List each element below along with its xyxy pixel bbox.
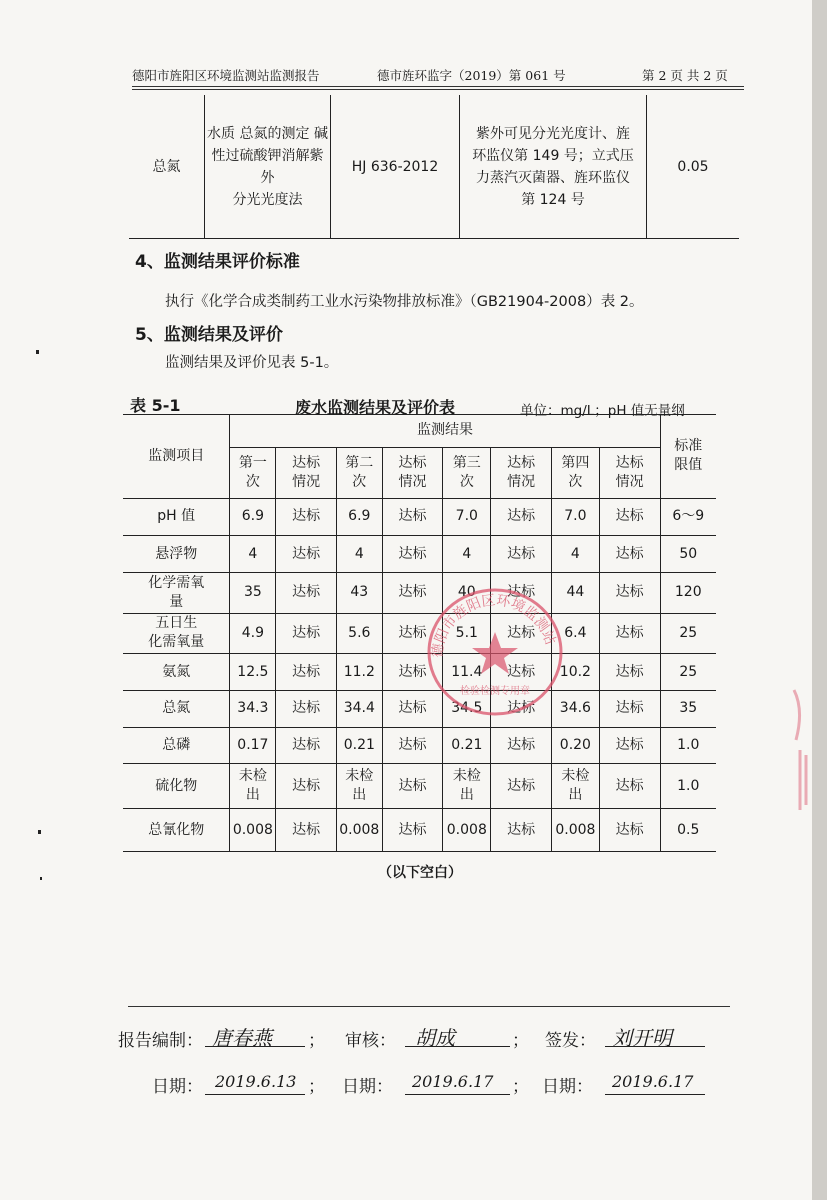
instrument-line: 第 124 号 <box>521 191 585 208</box>
sep: ； <box>512 1077 529 1097</box>
result-cell <box>443 727 491 764</box>
result-line: 达标 <box>615 821 644 838</box>
result-cell <box>382 498 443 536</box>
result-cell <box>599 764 660 809</box>
blank-note: （以下空白） <box>378 865 462 881</box>
row-item-line: 化需氧量 <box>148 634 205 651</box>
row-item <box>123 536 230 573</box>
result-line: 达标 <box>507 624 536 641</box>
result-line: 达标 <box>507 545 536 562</box>
subhead-line: 达标 <box>398 454 427 471</box>
result-cell <box>336 764 382 809</box>
result-line: 40 <box>457 584 476 601</box>
review-label: 审核： <box>345 1031 396 1051</box>
result-cell <box>230 764 276 809</box>
method-item: 总氮 <box>129 95 205 239</box>
result-line: 达标 <box>507 508 536 525</box>
result-line: 达标 <box>615 737 644 754</box>
result-line: 达标 <box>398 545 427 562</box>
result-line: 出 <box>245 787 260 804</box>
method-line: 水质 总氮的测定 碱 <box>207 125 328 142</box>
table-title: 废水监测结果及评价表 <box>295 398 456 417</box>
result-cell <box>230 654 276 691</box>
section-5-text: 监测结果及评价见表 5-1。 <box>165 355 339 371</box>
row-item <box>123 498 230 536</box>
subhead-line: 第四 <box>561 454 590 471</box>
subhead-line: 达标 <box>507 454 536 471</box>
result-cell <box>336 654 382 691</box>
row-item-line: pH 值 <box>157 508 196 525</box>
subhead-cell <box>443 447 491 498</box>
result-line: 达标 <box>615 508 644 525</box>
result-cell <box>276 613 337 654</box>
method-limit: 0.05 <box>647 95 740 239</box>
row-item-line: 五日生 <box>155 615 198 632</box>
subhead-cell <box>382 447 443 498</box>
result-line: 34.3 <box>237 700 269 717</box>
result-line: 达标 <box>292 508 321 525</box>
header-page: 第 2 页 共 2 页 <box>642 68 728 83</box>
result-cell <box>276 572 337 613</box>
result-cell <box>230 498 276 536</box>
result-line: 7.0 <box>564 508 587 525</box>
result-cell <box>336 498 382 536</box>
subhead-line: 次 <box>459 473 474 490</box>
subhead-line: 第三 <box>452 454 481 471</box>
result-cell <box>443 809 491 852</box>
result-line: 出 <box>352 787 367 804</box>
result-line: 43 <box>350 584 369 601</box>
result-line: 0.008 <box>446 821 487 838</box>
date-label-3: 日期： <box>542 1077 593 1097</box>
table-row <box>123 727 716 764</box>
result-cell <box>551 498 599 536</box>
result-line: 达标 <box>398 663 427 680</box>
result-cell <box>382 727 443 764</box>
subhead-cell <box>599 447 660 498</box>
result-line: 达标 <box>615 624 644 641</box>
compiled-label: 报告编制： <box>118 1031 203 1051</box>
result-line: 达标 <box>615 700 644 717</box>
sep: ； <box>308 1031 325 1051</box>
subhead-line: 达标 <box>292 454 321 471</box>
head-limit-line: 限值 <box>674 457 703 474</box>
result-cell <box>276 727 337 764</box>
row-limit: 1.0 <box>660 764 716 809</box>
date-underline-2 <box>405 1094 510 1095</box>
subhead-line: 情况 <box>398 473 427 490</box>
header-rule <box>132 86 744 87</box>
result-line: 5.1 <box>455 624 478 641</box>
subhead-cell <box>551 447 599 498</box>
result-line: 12.5 <box>237 663 269 680</box>
subhead-cell <box>336 447 382 498</box>
result-line: 34.5 <box>451 700 483 717</box>
result-cell <box>336 727 382 764</box>
row-item-line: 硫化物 <box>155 777 198 794</box>
result-cell <box>551 536 599 573</box>
row-limit: 35 <box>660 691 716 728</box>
result-line: 达标 <box>292 584 321 601</box>
result-cell <box>599 809 660 852</box>
row-item <box>123 572 230 613</box>
result-cell <box>599 536 660 573</box>
result-cell <box>443 498 491 536</box>
result-line: 34.6 <box>559 700 591 717</box>
method-line: 性过硫酸钾消解紫外 <box>211 147 324 186</box>
result-line: 达标 <box>292 624 321 641</box>
result-cell <box>336 809 382 852</box>
result-line: 达标 <box>292 737 321 754</box>
row-item-line: 总磷 <box>162 737 191 754</box>
result-line: 11.4 <box>451 663 483 680</box>
head-results: 监测结果 <box>230 415 660 448</box>
result-cell <box>599 498 660 536</box>
result-line: 达标 <box>398 624 427 641</box>
result-line: 0.008 <box>232 821 273 838</box>
result-line: 5.6 <box>348 624 371 641</box>
head-limit-line: 标准 <box>674 438 703 455</box>
result-line: 达标 <box>292 700 321 717</box>
result-line: 4 <box>462 545 472 562</box>
subhead-line: 情况 <box>615 473 644 490</box>
row-item <box>123 691 230 728</box>
table-caption: 表 5-1 <box>130 396 181 415</box>
row-limit: 1.0 <box>660 727 716 764</box>
instrument-line: 力蒸汽灭菌器、旌环监仪 <box>476 169 630 186</box>
result-line: 达标 <box>292 663 321 680</box>
result-line: 0.008 <box>555 821 596 838</box>
result-line: 达标 <box>292 545 321 562</box>
result-line: 达标 <box>507 821 536 838</box>
method-line: 分光光度法 <box>232 191 303 208</box>
result-line: 出 <box>459 787 474 804</box>
result-cell <box>382 809 443 852</box>
result-cell <box>599 572 660 613</box>
table-row <box>123 809 716 852</box>
subhead-line: 情况 <box>507 473 536 490</box>
review-underline <box>405 1046 510 1047</box>
row-item-line: 量 <box>169 593 184 610</box>
section-4-text: 执行《化学合成类制药工业水污染物排放标准》（GB21904-2008）表 2。 <box>165 294 644 310</box>
result-line: 达标 <box>292 777 321 794</box>
date-underline-3 <box>605 1094 705 1095</box>
result-cell <box>599 691 660 728</box>
result-line: 达标 <box>398 777 427 794</box>
table-header-row <box>123 415 716 448</box>
row-item-line: 化学需氧 <box>148 574 205 591</box>
result-cell <box>276 536 337 573</box>
sep: ； <box>308 1077 325 1097</box>
method-standard: HJ 636-2012 <box>331 95 460 239</box>
result-line: 44 <box>566 584 585 601</box>
result-line: 未检 <box>345 768 374 785</box>
result-line: 达标 <box>615 777 644 794</box>
official-seal <box>420 580 570 720</box>
table-row <box>123 498 716 536</box>
result-cell <box>491 764 552 809</box>
compiled-underline <box>205 1046 305 1047</box>
row-limit: 6～9 <box>660 498 716 536</box>
result-line: 达标 <box>398 508 427 525</box>
date-label-1: 日期： <box>152 1077 203 1097</box>
result-cell <box>382 536 443 573</box>
instrument-line: 环监仪第 149 号；立式压 <box>472 147 634 164</box>
result-line: 4 <box>248 545 258 562</box>
result-line: 7.0 <box>455 508 478 525</box>
head-limit <box>660 415 716 499</box>
result-line: 出 <box>568 787 583 804</box>
row-limit: 50 <box>660 536 716 573</box>
result-line: 0.008 <box>339 821 380 838</box>
result-line: 达标 <box>507 584 536 601</box>
date-label-2: 日期： <box>342 1077 393 1097</box>
result-cell <box>336 691 382 728</box>
result-cell <box>276 809 337 852</box>
result-line: 0.20 <box>559 737 591 754</box>
result-line: 34.4 <box>343 700 375 717</box>
instrument-line: 紫外可见分光光度计、旌 <box>476 125 630 142</box>
scan-edge <box>812 0 827 1200</box>
result-cell <box>230 613 276 654</box>
result-cell <box>336 613 382 654</box>
row-item <box>123 809 230 852</box>
header-org: 德阳市旌阳区环境监测站监测报告 <box>132 68 320 83</box>
result-line: 达标 <box>507 737 536 754</box>
result-line: 0.17 <box>237 737 269 754</box>
result-cell <box>599 727 660 764</box>
result-cell <box>599 654 660 691</box>
result-line: 未检 <box>238 768 267 785</box>
result-cell <box>230 809 276 852</box>
row-limit: 120 <box>660 572 716 613</box>
result-line: 0.21 <box>451 737 483 754</box>
result-line: 6.4 <box>564 624 587 641</box>
result-line: 达标 <box>615 663 644 680</box>
result-cell <box>551 809 599 852</box>
approve-underline <box>605 1046 705 1047</box>
result-cell <box>599 613 660 654</box>
date-underline-1 <box>205 1094 305 1095</box>
row-item-line: 氨氮 <box>162 663 191 680</box>
approve-signature: 刘开明 <box>612 1026 672 1050</box>
result-line: 达标 <box>398 737 427 754</box>
row-item <box>123 764 230 809</box>
head-item: 监测项目 <box>123 415 230 499</box>
subhead-line: 第一 <box>238 454 267 471</box>
subhead-line: 次 <box>568 473 583 490</box>
section-5-title: 5、监测结果及评价 <box>135 325 283 345</box>
result-cell <box>276 691 337 728</box>
result-cell <box>276 654 337 691</box>
subhead-line: 达标 <box>615 454 644 471</box>
signature-rule <box>128 1006 730 1007</box>
result-line: 11.2 <box>343 663 375 680</box>
date-1: 2019.6.13 <box>215 1072 297 1091</box>
subhead-cell <box>276 447 337 498</box>
row-limit: 0.5 <box>660 809 716 852</box>
subhead-line: 第二 <box>345 454 374 471</box>
table-unit: 单位：mg/L；pH 值无量纲 <box>520 403 685 419</box>
result-line: 4.9 <box>241 624 264 641</box>
subhead-line: 情况 <box>292 473 321 490</box>
date-3: 2019.6.17 <box>612 1072 694 1091</box>
subhead-line: 次 <box>352 473 367 490</box>
result-cell <box>491 498 552 536</box>
result-line: 4 <box>570 545 580 562</box>
row-item <box>123 613 230 654</box>
result-cell <box>230 727 276 764</box>
result-line: 达标 <box>398 584 427 601</box>
approve-label: 签发： <box>545 1031 596 1051</box>
row-item-line: 总氰化物 <box>148 821 205 838</box>
result-cell <box>336 536 382 573</box>
subhead-cell <box>491 447 552 498</box>
row-limit: 25 <box>660 613 716 654</box>
result-line: 未检 <box>561 768 590 785</box>
result-line: 达标 <box>615 584 644 601</box>
page-header <box>132 66 730 86</box>
table-row <box>129 95 739 239</box>
header-doc-no: 德市旌环监字（2019）第 061 号 <box>377 68 566 83</box>
result-line: 6.9 <box>241 508 264 525</box>
result-cell <box>551 727 599 764</box>
result-cell <box>443 536 491 573</box>
result-cell <box>551 764 599 809</box>
result-line: 达标 <box>507 700 536 717</box>
result-cell <box>230 572 276 613</box>
row-item <box>123 654 230 691</box>
result-cell <box>491 727 552 764</box>
subhead-cell <box>230 447 276 498</box>
subhead-line: 次 <box>245 473 260 490</box>
result-line: 35 <box>243 584 262 601</box>
result-line: 10.2 <box>559 663 591 680</box>
section-4-title: 4、监测结果评价标准 <box>135 252 300 272</box>
result-line: 达标 <box>615 545 644 562</box>
row-item <box>123 727 230 764</box>
method-instrument <box>460 95 647 239</box>
result-line: 达标 <box>398 700 427 717</box>
table-row <box>123 764 716 809</box>
result-line: 达标 <box>398 821 427 838</box>
row-item-line: 总氮 <box>162 700 191 717</box>
sep: ； <box>512 1031 529 1051</box>
result-line: 达标 <box>507 777 536 794</box>
result-cell <box>443 764 491 809</box>
result-cell <box>276 764 337 809</box>
result-line: 6.9 <box>348 508 371 525</box>
result-line: 达标 <box>292 821 321 838</box>
result-line: 4 <box>354 545 364 562</box>
result-cell <box>491 536 552 573</box>
result-cell <box>336 572 382 613</box>
seal-text: 德阳市旌阳区环境监测站 <box>429 592 559 659</box>
table-row <box>123 536 716 573</box>
result-cell <box>276 498 337 536</box>
seal-subtext: 检验检测专用章 <box>460 686 530 697</box>
method-name <box>205 95 331 239</box>
row-limit: 25 <box>660 654 716 691</box>
review-signature: 胡成 <box>415 1026 455 1050</box>
result-cell <box>491 809 552 852</box>
seal-edge-mark <box>790 680 812 820</box>
result-line: 达标 <box>507 663 536 680</box>
result-line: 未检 <box>452 768 481 785</box>
header-rule-double <box>132 89 744 90</box>
result-cell <box>230 536 276 573</box>
result-cell <box>382 764 443 809</box>
result-cell <box>230 691 276 728</box>
result-line: 0.21 <box>343 737 375 754</box>
row-item-line: 悬浮物 <box>155 545 198 562</box>
compiled-signature: 唐春燕 <box>212 1026 272 1050</box>
date-2: 2019.6.17 <box>412 1072 494 1091</box>
method-table <box>129 95 739 239</box>
